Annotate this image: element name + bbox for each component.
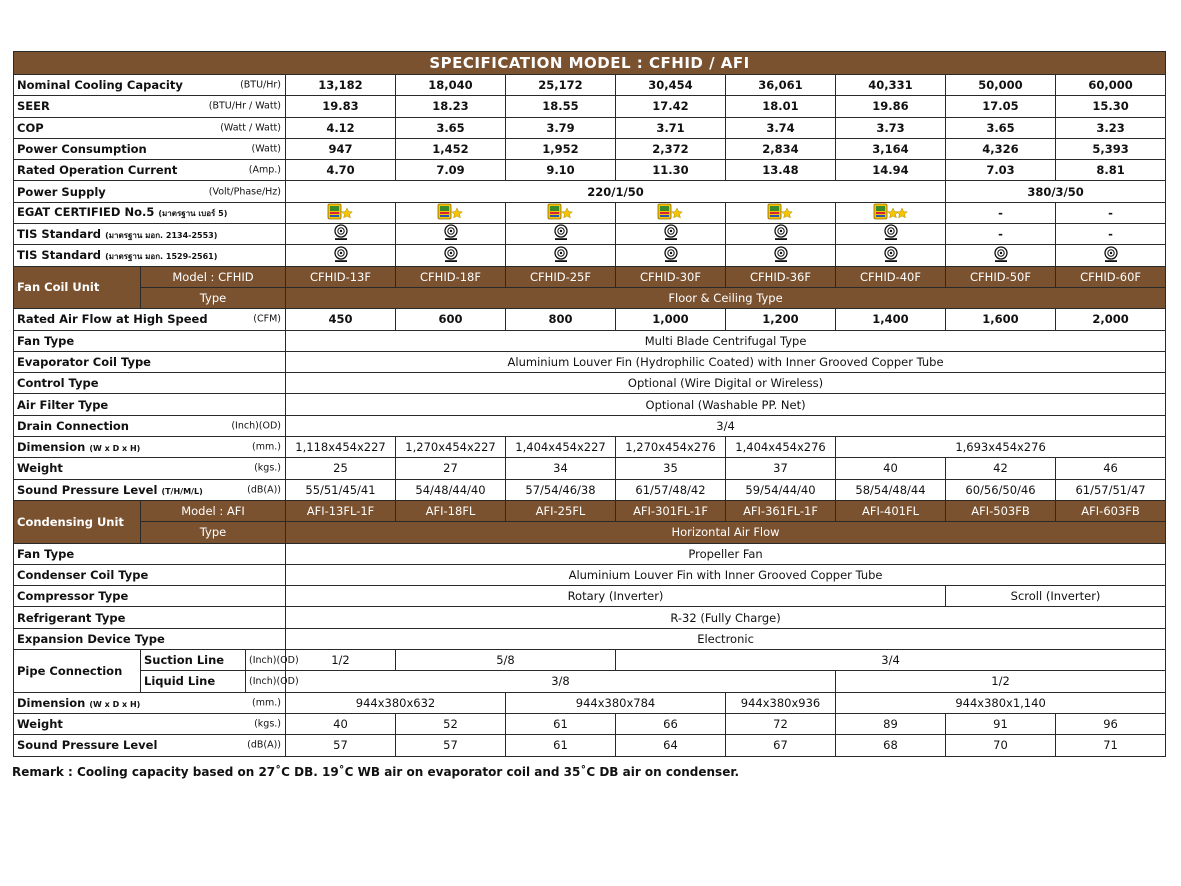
model-cell: AFI-361FL-1F xyxy=(726,500,836,521)
tis-mark-icon xyxy=(883,224,899,244)
cell: 1,404x454x276 xyxy=(726,437,836,458)
cell: - xyxy=(946,224,1056,245)
cell: Scroll (Inverter) xyxy=(946,586,1166,607)
model-cell: CFHID-60F xyxy=(1056,266,1166,287)
row-label: Condenser Coil Type xyxy=(14,564,286,585)
cell xyxy=(726,245,836,266)
model-cell: CFHID-13F xyxy=(286,266,396,287)
row-cdu-dimension xyxy=(14,692,1166,713)
egat-2star-icon xyxy=(873,203,909,223)
row-label: SEER (BTU/Hr / Watt) xyxy=(14,96,286,117)
cell: 57 xyxy=(286,735,396,756)
row-cdu-type xyxy=(14,522,1166,543)
cell xyxy=(836,202,946,223)
cell: 4.12 xyxy=(286,117,396,138)
model-cell: CFHID-50F xyxy=(946,266,1056,287)
cell: 600 xyxy=(396,309,506,330)
cell: 1,270x454x276 xyxy=(616,437,726,458)
cell: 71 xyxy=(1056,735,1166,756)
row-power-supply xyxy=(14,181,1166,202)
row-label: Power Supply (Volt/Phase/Hz) xyxy=(14,181,286,202)
cell: 3.65 xyxy=(946,117,1056,138)
cell: 1,400 xyxy=(836,309,946,330)
cell: Rotary (Inverter) xyxy=(286,586,946,607)
cell: 30,454 xyxy=(616,75,726,96)
cell: 380/3/50 xyxy=(946,181,1166,202)
model-cell: AFI-25FL xyxy=(506,500,616,521)
cell: 34 xyxy=(506,458,616,479)
model-cell: AFI-503FB xyxy=(946,500,1056,521)
pipe-unit: (Inch)(OD) xyxy=(246,650,286,671)
cell: 61/57/51/47 xyxy=(1056,479,1166,500)
row-egat xyxy=(14,202,1166,223)
cell: 3/4 xyxy=(286,415,1166,436)
cell: - xyxy=(1056,202,1166,223)
cell: 14.94 xyxy=(836,160,946,181)
cell: 3.74 xyxy=(726,117,836,138)
row-cop xyxy=(14,117,1166,138)
cell: Optional (Wire Digital or Wireless) xyxy=(286,373,1166,394)
cdu-type-label: Type xyxy=(141,522,286,543)
cell: 67 xyxy=(726,735,836,756)
tis-mark-icon xyxy=(333,224,349,244)
cell: 57 xyxy=(396,735,506,756)
cell xyxy=(506,245,616,266)
egat-1star-icon xyxy=(437,203,465,223)
pipe-connection-label: Pipe Connection xyxy=(14,650,141,693)
cell: - xyxy=(946,202,1056,223)
cell xyxy=(726,224,836,245)
row-fcu-coil-type xyxy=(14,351,1166,372)
model-cell: CFHID-18F xyxy=(396,266,506,287)
cell: Multi Blade Centrifugal Type xyxy=(286,330,1166,351)
cell: - xyxy=(1056,224,1166,245)
tis-mark-icon xyxy=(443,246,459,266)
cell: 1,452 xyxy=(396,138,506,159)
cell: 13.48 xyxy=(726,160,836,181)
row-label: Drain Connection (Inch)(OD) xyxy=(14,415,286,436)
row-tis-1529 xyxy=(14,245,1166,266)
row-label: Sound Pressure Level (T/H/M/L) (dB(A)) xyxy=(14,479,286,500)
tis-mark-icon xyxy=(993,246,1009,266)
cell: 18.01 xyxy=(726,96,836,117)
row-fcu-type xyxy=(14,287,1166,308)
cdu-model-label: Model : AFI xyxy=(141,500,286,521)
cell: 66 xyxy=(616,713,726,734)
row-label: Fan Type xyxy=(14,330,286,351)
model-cell: AFI-603FB xyxy=(1056,500,1166,521)
row-label: Rated Operation Current (Amp.) xyxy=(14,160,286,181)
cell: 59/54/44/40 xyxy=(726,479,836,500)
row-fcu-fan-type xyxy=(14,330,1166,351)
fcu-model-label: Model : CFHID xyxy=(141,266,286,287)
model-cell: AFI-18FL xyxy=(396,500,506,521)
cell xyxy=(286,245,396,266)
row-label: TIS Standard (มาตรฐาน มอก. 2134-2553) xyxy=(14,224,286,245)
row-label: Sound Pressure Level (dB(A)) xyxy=(14,735,286,756)
cell: 947 xyxy=(286,138,396,159)
pipe-unit: (Inch)(OD) xyxy=(246,671,286,692)
cell: 1,693x454x276 xyxy=(836,437,1166,458)
cell xyxy=(726,202,836,223)
cell: 1,952 xyxy=(506,138,616,159)
row-label: COP (Watt / Watt) xyxy=(14,117,286,138)
row-seer xyxy=(14,96,1166,117)
cell: 1/2 xyxy=(836,671,1166,692)
cell: 2,834 xyxy=(726,138,836,159)
cell: 19.86 xyxy=(836,96,946,117)
cell: Propeller Fan xyxy=(286,543,1166,564)
cell: 25,172 xyxy=(506,75,616,96)
row-label: Dimension (W x D x H) (mm.) xyxy=(14,692,286,713)
fcu-type-label: Type xyxy=(141,287,286,308)
cell: 61 xyxy=(506,713,616,734)
cell: 1,270x454x227 xyxy=(396,437,506,458)
row-label: Expansion Device Type xyxy=(14,628,286,649)
suction-line-label: Suction Line xyxy=(141,650,246,671)
cell: 944x380x632 xyxy=(286,692,506,713)
tis-mark-icon xyxy=(1103,246,1119,266)
fcu-section-label: Fan Coil Unit xyxy=(14,266,141,309)
model-cell: CFHID-30F xyxy=(616,266,726,287)
cell: 46 xyxy=(1056,458,1166,479)
cell: 4.70 xyxy=(286,160,396,181)
cell: 4,326 xyxy=(946,138,1056,159)
cell: 19.83 xyxy=(286,96,396,117)
cell: 18.23 xyxy=(396,96,506,117)
cell: 40 xyxy=(836,458,946,479)
cell: 37 xyxy=(726,458,836,479)
row-fcu-dimension xyxy=(14,437,1166,458)
row-fcu-sound xyxy=(14,479,1166,500)
cell xyxy=(396,245,506,266)
cell: 61 xyxy=(506,735,616,756)
model-cell: CFHID-36F xyxy=(726,266,836,287)
cell: R-32 (Fully Charge) xyxy=(286,607,1166,628)
tis-mark-icon xyxy=(663,224,679,244)
row-cdu-fan-type xyxy=(14,543,1166,564)
table-title: SPECIFICATION MODEL : CFHID / AFI xyxy=(14,52,1166,75)
model-cell: CFHID-40F xyxy=(836,266,946,287)
cell: 944x380x784 xyxy=(506,692,726,713)
cell: 36,061 xyxy=(726,75,836,96)
cell: 68 xyxy=(836,735,946,756)
cell xyxy=(616,224,726,245)
cell: Aluminium Louver Fin (Hydrophilic Coated) with Inner Grooved Copper Tube xyxy=(286,351,1166,372)
cell xyxy=(836,245,946,266)
cell: Optional (Washable PP. Net) xyxy=(286,394,1166,415)
specification-table xyxy=(13,51,1166,757)
row-cdu-pipe-suction xyxy=(14,650,1166,671)
tis-mark-icon xyxy=(553,246,569,266)
cell: 944x380x936 xyxy=(726,692,836,713)
fcu-type-value: Floor & Ceiling Type xyxy=(286,287,1166,308)
cell: 3,164 xyxy=(836,138,946,159)
cell xyxy=(396,224,506,245)
cell: 55/51/45/41 xyxy=(286,479,396,500)
row-cooling-capacity xyxy=(14,75,1166,96)
cell: Electronic xyxy=(286,628,1166,649)
row-label: Dimension (W x D x H) (mm.) xyxy=(14,437,286,458)
model-cell: CFHID-25F xyxy=(506,266,616,287)
tis-mark-icon xyxy=(773,246,789,266)
cell: 64 xyxy=(616,735,726,756)
cell: 35 xyxy=(616,458,726,479)
tis-mark-icon xyxy=(883,246,899,266)
tis-mark-icon xyxy=(663,246,679,266)
cell: 50,000 xyxy=(946,75,1056,96)
cell: Aluminium Louver Fin with Inner Grooved Copper Tube xyxy=(286,564,1166,585)
row-cdu-expansion xyxy=(14,628,1166,649)
cell: 60/56/50/46 xyxy=(946,479,1056,500)
cell: 40,331 xyxy=(836,75,946,96)
cell: 3.79 xyxy=(506,117,616,138)
row-label: Refrigerant Type xyxy=(14,607,286,628)
cell: 5/8 xyxy=(396,650,616,671)
row-rated-current xyxy=(14,160,1166,181)
row-label: Weight (kgs.) xyxy=(14,713,286,734)
cell: 61/57/48/42 xyxy=(616,479,726,500)
egat-1star-icon xyxy=(657,203,685,223)
row-cdu-model xyxy=(14,500,1166,521)
row-label: Fan Type xyxy=(14,543,286,564)
row-cdu-pipe-liquid xyxy=(14,671,1166,692)
cell xyxy=(506,202,616,223)
cell: 11.30 xyxy=(616,160,726,181)
row-label: Rated Air Flow at High Speed (CFM) xyxy=(14,309,286,330)
cell: 3.65 xyxy=(396,117,506,138)
cell: 18,040 xyxy=(396,75,506,96)
row-fcu-filter-type xyxy=(14,394,1166,415)
cell: 1,200 xyxy=(726,309,836,330)
cell: 3.73 xyxy=(836,117,946,138)
cell: 17.42 xyxy=(616,96,726,117)
cell xyxy=(1056,245,1166,266)
cell: 42 xyxy=(946,458,1056,479)
cell: 450 xyxy=(286,309,396,330)
liquid-line-label: Liquid Line xyxy=(141,671,246,692)
row-fcu-weight xyxy=(14,458,1166,479)
row-label: EGAT CERTIFIED No.5 (มาตรฐาน เบอร์ 5) xyxy=(14,202,286,223)
cell: 220/1/50 xyxy=(286,181,946,202)
cdu-type-value: Horizontal Air Flow xyxy=(286,522,1166,543)
cell xyxy=(396,202,506,223)
row-label: Nominal Cooling Capacity (BTU/Hr) xyxy=(14,75,286,96)
cell: 25 xyxy=(286,458,396,479)
cell: 40 xyxy=(286,713,396,734)
cell: 60,000 xyxy=(1056,75,1166,96)
row-cdu-coil-type xyxy=(14,564,1166,585)
row-label: Control Type xyxy=(14,373,286,394)
cell: 70 xyxy=(946,735,1056,756)
cell xyxy=(286,202,396,223)
cell xyxy=(286,224,396,245)
cell xyxy=(616,245,726,266)
row-fcu-model xyxy=(14,266,1166,287)
cell: 2,000 xyxy=(1056,309,1166,330)
cell: 7.09 xyxy=(396,160,506,181)
cdu-section-label: Condensing Unit xyxy=(14,500,141,543)
cell: 3.71 xyxy=(616,117,726,138)
cell: 91 xyxy=(946,713,1056,734)
tis-mark-icon xyxy=(773,224,789,244)
remark-note: Remark : Cooling capacity based on 27˚C DB. 19˚C WB air on evaporator coil and 35˚C DB air on condenser. xyxy=(12,765,740,779)
row-label: Air Filter Type xyxy=(14,394,286,415)
cell xyxy=(506,224,616,245)
row-fcu-control-type xyxy=(14,373,1166,394)
cell: 3/4 xyxy=(616,650,1166,671)
cell: 3.23 xyxy=(1056,117,1166,138)
cell: 52 xyxy=(396,713,506,734)
cell: 1,600 xyxy=(946,309,1056,330)
cell: 1,118x454x227 xyxy=(286,437,396,458)
tis-mark-icon xyxy=(333,246,349,266)
row-fcu-airflow xyxy=(14,309,1166,330)
egat-1star-icon xyxy=(547,203,575,223)
model-cell: AFI-401FL xyxy=(836,500,946,521)
cell: 1,000 xyxy=(616,309,726,330)
cell xyxy=(836,224,946,245)
cell: 2,372 xyxy=(616,138,726,159)
cell: 17.05 xyxy=(946,96,1056,117)
row-label: Weight (kgs.) xyxy=(14,458,286,479)
row-tis-2134 xyxy=(14,224,1166,245)
cell: 15.30 xyxy=(1056,96,1166,117)
row-cdu-sound xyxy=(14,735,1166,756)
cell: 89 xyxy=(836,713,946,734)
cell: 3/8 xyxy=(286,671,836,692)
model-cell: AFI-13FL-1F xyxy=(286,500,396,521)
egat-1star-icon xyxy=(767,203,795,223)
cell: 9.10 xyxy=(506,160,616,181)
cell: 57/54/46/38 xyxy=(506,479,616,500)
cell: 72 xyxy=(726,713,836,734)
row-power-consumption xyxy=(14,138,1166,159)
row-cdu-weight xyxy=(14,713,1166,734)
cell: 27 xyxy=(396,458,506,479)
row-cdu-refrigerant xyxy=(14,607,1166,628)
cell: 54/48/44/40 xyxy=(396,479,506,500)
cell xyxy=(946,245,1056,266)
cell: 13,182 xyxy=(286,75,396,96)
model-cell: AFI-301FL-1F xyxy=(616,500,726,521)
cell: 58/54/48/44 xyxy=(836,479,946,500)
cell: 96 xyxy=(1056,713,1166,734)
cell: 18.55 xyxy=(506,96,616,117)
tis-mark-icon xyxy=(443,224,459,244)
row-label: Power Consumption (Watt) xyxy=(14,138,286,159)
cell: 5,393 xyxy=(1056,138,1166,159)
egat-1star-icon xyxy=(327,203,355,223)
tis-mark-icon xyxy=(553,224,569,244)
row-label: Compressor Type xyxy=(14,586,286,607)
cell: 8.81 xyxy=(1056,160,1166,181)
row-label: Evaporator Coil Type xyxy=(14,351,286,372)
cell: 1/2 xyxy=(286,650,396,671)
cell: 7.03 xyxy=(946,160,1056,181)
cell xyxy=(616,202,726,223)
row-fcu-drain xyxy=(14,415,1166,436)
cell: 800 xyxy=(506,309,616,330)
row-cdu-compressor xyxy=(14,586,1166,607)
cell: 944x380x1,140 xyxy=(836,692,1166,713)
cell: 1,404x454x227 xyxy=(506,437,616,458)
row-label: TIS Standard (มาตรฐาน มอก. 1529-2561) xyxy=(14,245,286,266)
